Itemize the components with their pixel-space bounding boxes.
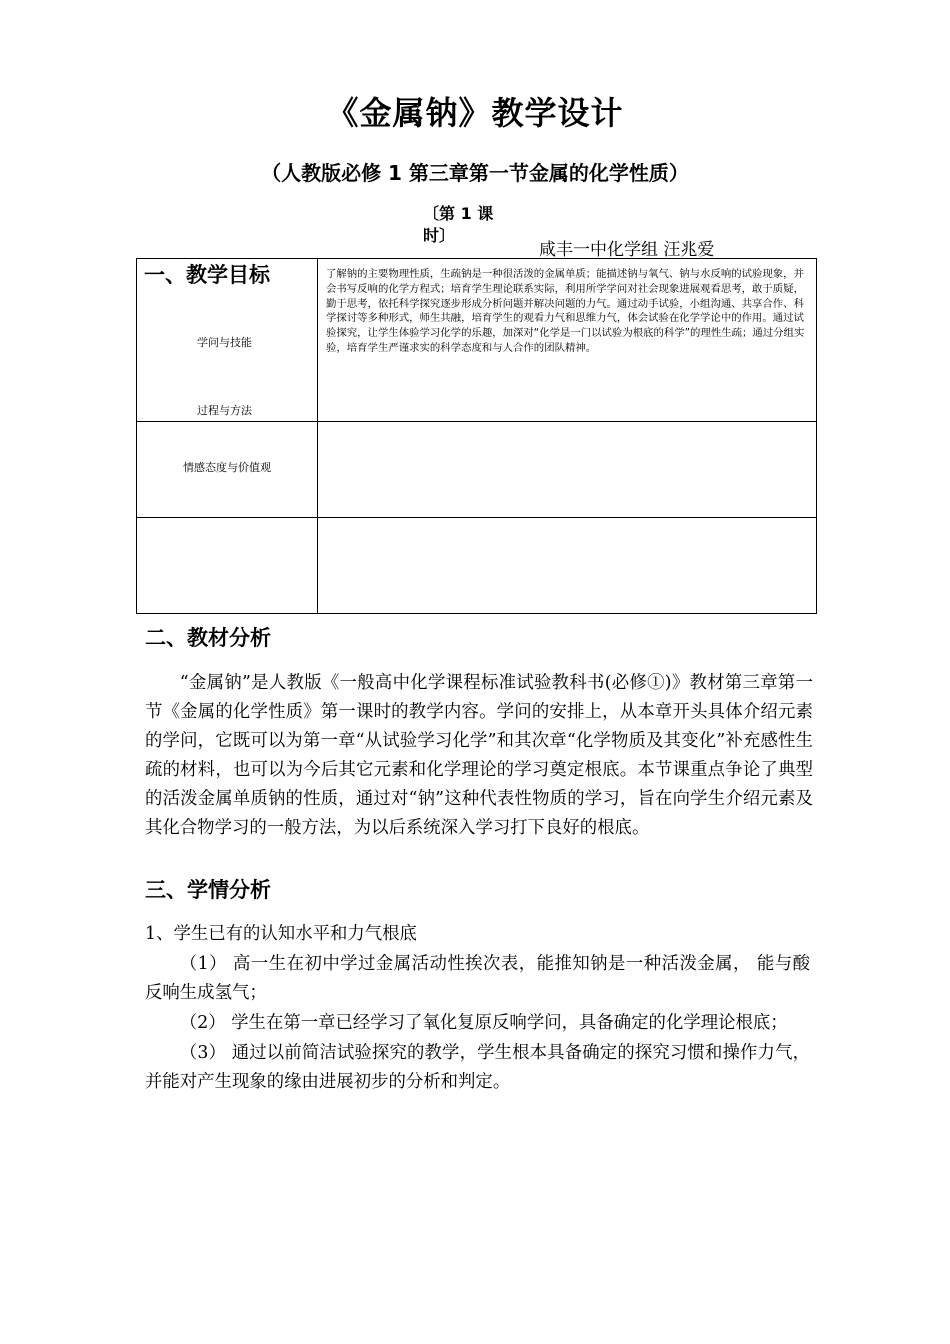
document-subtitle: （人教版必修 1 第三章第一节金属的化学性质） — [261, 161, 689, 185]
lesson-number: 〔第 1 课时〕 — [423, 204, 494, 245]
teaching-goals-table — [136, 258, 817, 614]
document-title: 《金属钠》教学设计 — [326, 94, 624, 132]
student-point-1: （1） 高一生在初中学过金属活动性挨次表，能推知钠是一种活泼金属， 能与酸反响生成氢气； — [145, 954, 810, 1003]
label-knowledge-skills: 学问与技能 — [197, 336, 252, 349]
empty-label-cell — [137, 518, 318, 614]
section-heading-goals: 一、教学目标 — [144, 263, 270, 287]
goals-content-cell — [318, 259, 817, 422]
emotion-content-cell — [318, 422, 817, 518]
student-item-heading: 1、学生已有的认知水平和力气根底 — [145, 924, 417, 944]
student-point-3: （3） 通过以前简洁试验探究的教学，学生根本具备确定的探究习惯和操作力气，并能对产生现象的缘由进展初步的分析和判定。 — [145, 1043, 810, 1092]
label-emotion-values: 情感态度与价值观 — [183, 461, 271, 474]
section-heading-textbook: 二、教材分析 — [145, 626, 271, 650]
goals-content: 了解钠的主要物理性质，生疏钠是一种很活泼的金属单质；能描述钠与氧气、钠与水反响的试验现象，并会书写反响的化学方程式；培育学生理论联系实际，利用所学学问对社会现象进展观看思考，敢于质疑，勤于思考，依托科学探究逐步形成分析问题并解决问题的力气。通过动手试验，小组沟通、共享合作、科学探讨等多种形式，师生共融，培育学生的观看力气和思维力气，体会试验在化学学论中的作用。通过试验探究，让学生体验学习化学的乐趣，加深对“化学是一门以试验为根底的科学”的理性生疏；通过分组实验，培育学生严谨求实的科学态度和与人合作的团队精神。 — [326, 268, 805, 354]
label-process-method: 过程与方法 — [197, 404, 252, 417]
student-point-2: （2） 学生在第一章已经学习了氧化复原反响学问，具备确定的化学理论根底； — [179, 1013, 788, 1033]
goals-label-cell — [137, 259, 318, 422]
author-line: 咸丰一中化学组 汪兆爱 — [539, 240, 715, 260]
textbook-analysis-paragraph: “金属钠”是人教版《一般高中化学课程标准试验教科书(必修①)》教材第三章第一节《金属的化学性质》第一课时的教学内容。学问的安排上，从本章开头具体介绍元素的学问，它既可以为第一章“从试验学习化学”和其次章“化学物质及其变化”补充感性生疏的材料，也可以为今后其它元素和化学理论的学习奠定根底。本节课重点争论了典型的活泼金属单质钠的性质，通过对“钠”这种代表性物质的学习，旨在向学生介绍元素及其化合物学习的一般方法，为以后系统深入学习打下良好的根底。 — [145, 673, 813, 838]
empty-content-cell — [318, 518, 817, 614]
emotion-label-cell — [137, 422, 318, 518]
section-heading-students: 三、学情分析 — [145, 878, 271, 902]
